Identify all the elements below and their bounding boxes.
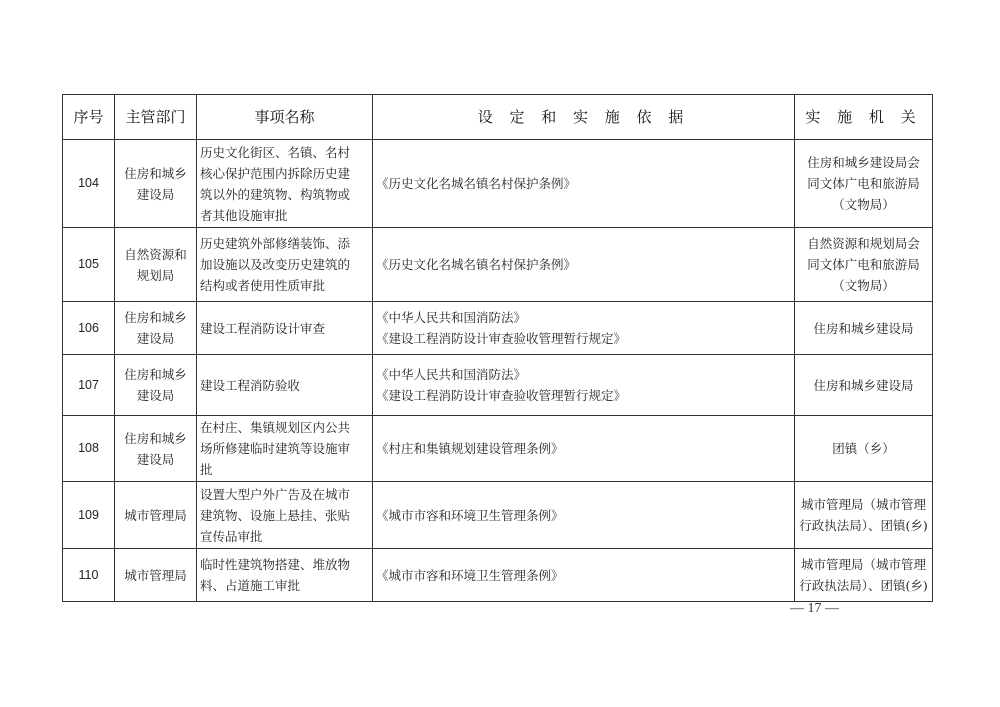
item-name-cell (197, 140, 373, 228)
table-row (63, 416, 933, 482)
item-name-cell-line: 者其他设施审批 (200, 207, 288, 223)
department-cell-line: 住房和城乡 (124, 430, 187, 446)
header-item-name: 事项名称 (197, 95, 373, 140)
agency-cell (795, 549, 933, 602)
basis-cell-line: 《中华人民共和国消防法》 (376, 367, 527, 382)
agency-cell (795, 355, 933, 416)
agency-cell-line: 行政执法局）、团镇(乡) (799, 578, 928, 593)
department-cell-line: 建设局 (136, 186, 175, 202)
basis-cell (373, 228, 795, 302)
department-cell-line: 规划局 (136, 267, 175, 283)
basis-cell (373, 140, 795, 228)
item-name-cell-line: 筑以外的建筑物、构筑物或 (200, 186, 351, 202)
item-name-cell-line: 场所修建临时建筑等设施审 (200, 441, 351, 456)
basis-cell-line: 《历史文化名城名镇名村保护条例》 (376, 176, 577, 191)
agency-cell-line: 住房和城乡建设局 (813, 320, 914, 336)
item-name-cell-line: 加设施以及改变历史建筑的 (200, 257, 351, 272)
department-cell-line: 住房和城乡 (124, 165, 187, 181)
header-department: 主管部门 (115, 95, 197, 140)
department-cell (115, 549, 197, 602)
item-name-cell-line: 临时性建筑物搭建、堆放物 (200, 557, 351, 572)
basis-cell (373, 302, 795, 355)
agency-cell-line: 城市管理局（城市管理 (800, 557, 926, 572)
agency-cell (795, 482, 933, 549)
item-name-cell (197, 549, 373, 602)
department-cell-line: 住房和城乡 (124, 367, 187, 382)
table-row (63, 482, 933, 549)
basis-cell (373, 416, 795, 482)
department-cell-line: 自然资源和 (124, 246, 187, 262)
table-row (63, 302, 933, 355)
approval-items-table (62, 94, 933, 602)
serial-number-cell: 106 (63, 302, 115, 355)
header-agency: 实 施 机 关 (795, 95, 933, 140)
basis-cell-line: 《历史文化名城名镇名村保护条例》 (376, 257, 577, 272)
basis-cell-line: 《建设工程消防设计审查验收管理暂行规定》 (376, 331, 627, 346)
item-name-cell (197, 482, 373, 549)
department-cell-line: 城市管理局 (124, 567, 187, 583)
item-name-cell-line: 建设工程消防设计审查 (200, 320, 326, 336)
item-name-cell-line: 料、占道施工审批 (200, 578, 301, 593)
item-name-cell (197, 355, 373, 416)
agency-cell-line: 行政执法局）、团镇(乡) (799, 518, 928, 533)
basis-cell-line: 《城市市容和环境卫生管理条例》 (376, 507, 564, 523)
basis-cell (373, 482, 795, 549)
department-cell (115, 302, 197, 355)
basis-cell-line: 《城市市容和环境卫生管理条例》 (376, 567, 564, 583)
department-cell (115, 228, 197, 302)
item-name-cell-line: 建设工程消防验收 (200, 377, 301, 393)
item-name-cell (197, 416, 373, 482)
item-name-cell-line: 在村庄、集镇规划区内公共 (200, 420, 351, 435)
item-name-cell (197, 302, 373, 355)
item-name-cell (197, 228, 373, 302)
basis-cell-line: 《建设工程消防设计审查验收管理暂行规定》 (376, 388, 627, 403)
agency-cell-line: （文物局） (832, 197, 895, 212)
item-name-cell-line: 建筑物、设施上悬挂、张贴 (200, 507, 351, 523)
agency-cell-line: 住房和城乡建设局会 (807, 155, 920, 170)
table-row (63, 549, 933, 602)
serial-number-cell: 104 (63, 140, 115, 228)
serial-number-cell: 110 (63, 549, 115, 602)
item-name-cell-line: 结构或者使用性质审批 (200, 278, 326, 293)
agency-cell-line: 团镇（乡） (832, 441, 895, 456)
header-basis: 设 定 和 实 施 依 据 (373, 95, 795, 140)
agency-cell (795, 228, 933, 302)
department-cell (115, 416, 197, 482)
serial-number-cell: 109 (63, 482, 115, 549)
basis-cell (373, 549, 795, 602)
agency-cell-line: 城市管理局（城市管理 (800, 497, 926, 512)
agency-cell-line: 同文体广电和旅游局 (807, 257, 920, 272)
serial-number-cell: 108 (63, 416, 115, 482)
table-row (63, 140, 933, 228)
item-name-cell-line: 批 (200, 462, 213, 477)
item-name-cell-line: 历史建筑外部修缮装饰、添 (200, 236, 351, 251)
agency-cell (795, 140, 933, 228)
item-name-cell-line: 历史文化街区、名镇、名村 (200, 144, 351, 160)
agency-cell-line: 住房和城乡建设局 (813, 377, 914, 393)
department-cell (115, 482, 197, 549)
agency-cell-line: 自然资源和规划局会 (807, 236, 920, 251)
department-cell (115, 140, 197, 228)
agency-cell-line: （文物局） (832, 278, 895, 293)
item-name-cell-line: 核心保护范围内拆除历史建 (200, 165, 351, 181)
agency-cell (795, 416, 933, 482)
agency-cell (795, 302, 933, 355)
department-cell (115, 355, 197, 416)
department-cell-line: 城市管理局 (124, 507, 187, 523)
table-row (63, 355, 933, 416)
department-cell-line: 建设局 (136, 451, 175, 467)
table-row (63, 228, 933, 302)
department-cell-line: 住房和城乡 (124, 310, 187, 325)
basis-cell-line: 《中华人民共和国消防法》 (376, 310, 527, 325)
page-number: — 17 — (790, 601, 839, 616)
serial-number-cell: 105 (63, 228, 115, 302)
serial-number-cell: 107 (63, 355, 115, 416)
basis-cell-line: 《村庄和集镇规划建设管理条例》 (376, 441, 564, 456)
item-name-cell-line: 宣传品审批 (200, 528, 263, 544)
department-cell-line: 建设局 (136, 331, 175, 346)
department-cell-line: 建设局 (136, 388, 175, 403)
header-serial-number: 序号 (63, 95, 115, 140)
agency-cell-line: 同文体广电和旅游局 (807, 176, 920, 191)
table-header-row (63, 95, 933, 140)
item-name-cell-line: 设置大型户外广告及在城市 (200, 486, 351, 502)
basis-cell (373, 355, 795, 416)
